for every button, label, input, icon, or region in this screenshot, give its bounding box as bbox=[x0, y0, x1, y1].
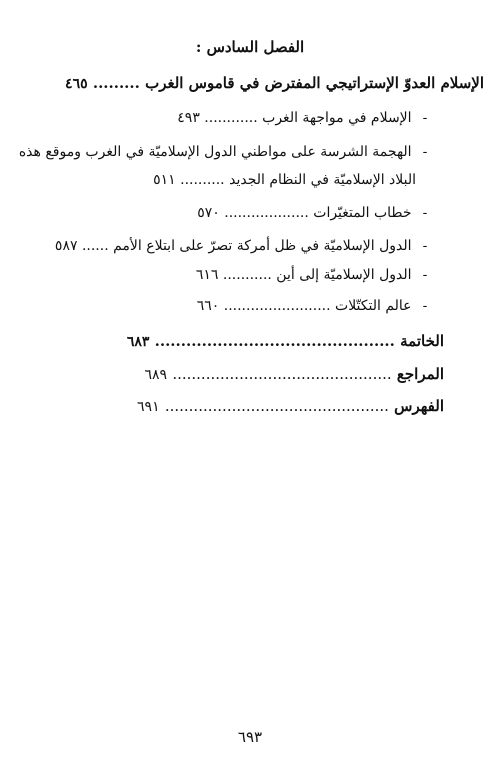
toc-entry bbox=[197, 205, 434, 221]
page-number-footer: ٦٩٣ bbox=[237, 728, 263, 746]
toc-dot-leader: ........................ bbox=[223, 298, 331, 314]
toc-page-number: ٦٨٣ bbox=[126, 334, 150, 350]
toc-entry-title: الإسلام في مواجهة الغرب bbox=[262, 110, 412, 126]
toc-entry-title: الإسلام العدوّ الإستراتيجي المفترض في قاموس الغرب bbox=[145, 74, 484, 92]
toc-dot-leader: ............ bbox=[204, 110, 258, 126]
toc-entry bbox=[55, 238, 434, 254]
toc-entry bbox=[19, 144, 434, 160]
toc-entry-continuation bbox=[153, 172, 416, 188]
toc-page-number: ٦١٦ bbox=[195, 267, 219, 283]
toc-entry-index bbox=[137, 397, 444, 415]
toc-dot-leader: ............................................... bbox=[164, 397, 389, 415]
toc-dot-leader: ...... bbox=[81, 238, 109, 254]
toc-dot-leader: ......... bbox=[92, 74, 140, 92]
toc-entry-title: عالم التكتّلات bbox=[335, 298, 412, 314]
toc-bullet-dash: - bbox=[422, 110, 428, 126]
toc-entry-chapter-six bbox=[65, 74, 484, 92]
toc-page-number: ٥٧٠ bbox=[197, 205, 220, 221]
toc-entry-title: الخاتمة bbox=[400, 332, 444, 350]
toc-page-number: ٥١١ bbox=[153, 172, 176, 188]
toc-entry-title: البلاد الإسلاميّة في النظام الجديد bbox=[229, 172, 416, 188]
toc-entry-title: خطاب المتغيّرات bbox=[313, 205, 412, 221]
toc-bullet-dash: - bbox=[422, 144, 428, 160]
toc-entry bbox=[197, 298, 434, 314]
chapter-heading: الفصل السادس : bbox=[195, 38, 305, 56]
toc-bullet-dash: - bbox=[422, 267, 428, 283]
toc-entry bbox=[177, 110, 434, 126]
toc-page-number: ٦٩١ bbox=[137, 399, 160, 415]
toc-bullet-dash: - bbox=[422, 298, 428, 314]
toc-bullet-dash: - bbox=[422, 205, 428, 221]
toc-page-number: ٤٦٥ bbox=[65, 76, 88, 92]
toc-entry-title: الدول الإسلاميّة إلى أين bbox=[276, 267, 412, 283]
toc-page-number: ٥٨٧ bbox=[54, 238, 78, 254]
toc-entry-title: المراجع bbox=[396, 365, 444, 383]
toc-dot-leader: ........... bbox=[222, 267, 272, 283]
toc-page-number: ٦٦٠ bbox=[196, 298, 220, 314]
toc-entry-title: الدول الإسلاميّة في ظل أمركة تصرّ على ابتلاع الأمم bbox=[113, 238, 412, 254]
toc-page-number: ٦٨٩ bbox=[144, 367, 168, 383]
toc-entry-title: الفهرس bbox=[394, 397, 444, 415]
toc-entry bbox=[196, 267, 434, 283]
toc-entry-references bbox=[145, 365, 444, 383]
toc-dot-leader: .............................................. bbox=[154, 332, 395, 350]
toc-entry-conclusion bbox=[127, 332, 444, 350]
toc-dot-leader: .............................................. bbox=[172, 365, 392, 383]
toc-entry-title: الهجمة الشرسة على مواطني الدول الإسلاميّة في الغرب وموقع هذه bbox=[18, 144, 412, 160]
toc-dot-leader: ................... bbox=[224, 205, 309, 221]
toc-dot-leader: .......... bbox=[180, 172, 225, 188]
toc-bullet-dash: - bbox=[422, 238, 428, 254]
toc-page-number: ٤٩٣ bbox=[177, 110, 200, 126]
